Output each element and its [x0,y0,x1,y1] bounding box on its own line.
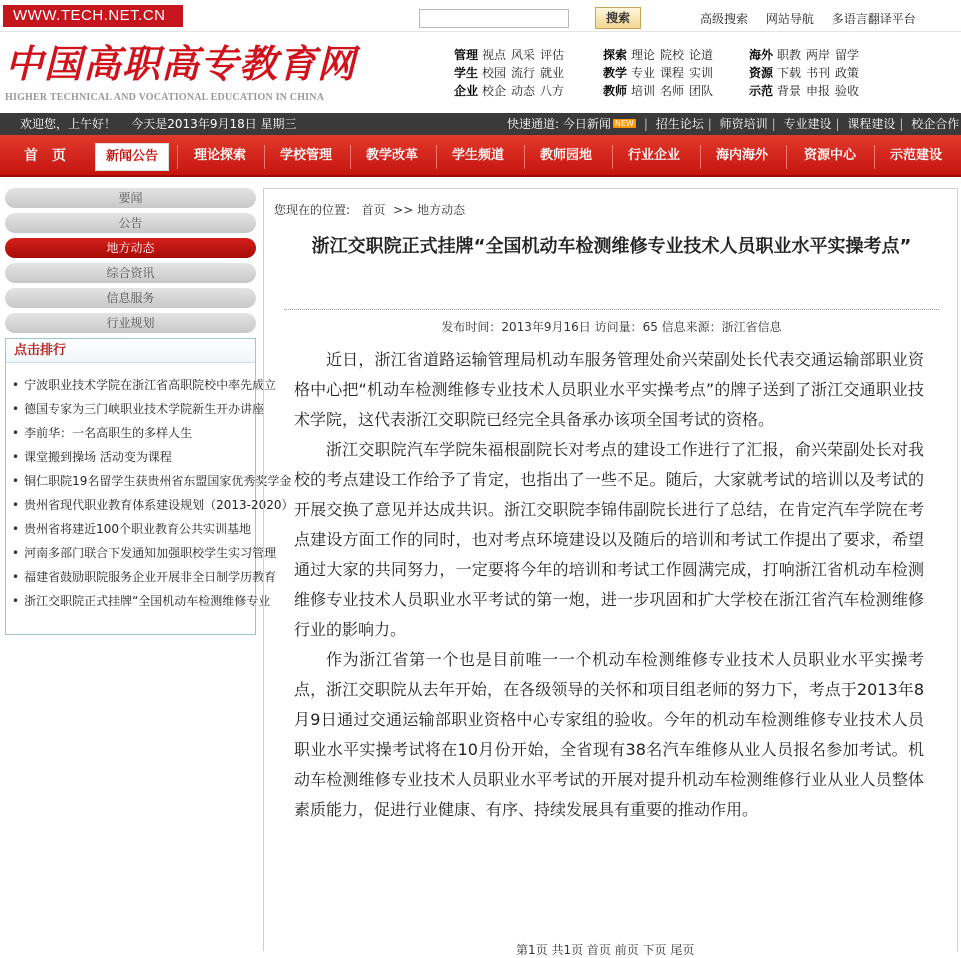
nav-home[interactable]: 首 页 [24,148,66,164]
quick-link-forum[interactable]: 招生论坛 [655,117,704,131]
category-link[interactable]: 课程 [660,66,685,80]
category-head[interactable]: 探索 [603,48,628,62]
advanced-search-link[interactable]: 高级搜索 [700,12,749,26]
category-group-3 [749,46,864,100]
site-nav-link[interactable]: 网站导航 [765,12,814,26]
category-row [749,82,864,100]
click-ranking-box [5,338,294,635]
category-link[interactable]: 实训 [689,66,714,80]
ranking-item[interactable]: • 课堂搬到操场 活动变为课程 [12,448,252,472]
title-divider [284,309,939,310]
category-head[interactable]: 学生 [454,66,479,80]
nav-teaching-reform[interactable]: 教学改革 [365,148,418,163]
category-row [603,46,718,64]
click-ranking-title: 点击排行 [6,339,255,363]
category-link[interactable]: 理论 [631,48,656,62]
site-logo[interactable] [5,38,356,103]
click-ranking-list [6,363,294,616]
article-paragraph: 作为浙江省第一个也是目前唯一一个机动车检测维修专业技术人员职业水平实操考点，浙江交职院从去年开始，在各级领导的关怀和项目组老师的努力下，考点于2013年8月9日通过交通运输部职业资格中心专家组的验收。今年的机动车检测维修专业技术人员职业水平实操考试将在10月份开始，全省现有38名汽车维修从业人员报名参加考试。机动车检测维修专业技术人员职业水平考试的开展对提升机动车检测维修行业从业人员整体素质能力，促进行业健康、有序、持续发展具有重要的推动作用。 [294,650,924,819]
nav-school-management[interactable]: 学校管理 [279,148,332,163]
article-panel [263,188,958,957]
category-link[interactable]: 视点 [482,48,507,62]
category-link[interactable]: 专业 [631,66,656,80]
quick-links: 快速通道: 今日新闻 NEW | 招生论坛 | 师资培训 | 专业建设 | 课程建设 | 校企合作 [507,117,960,131]
category-row [454,82,569,100]
nav-theory[interactable]: 理论探索 [193,148,246,163]
category-link[interactable]: 验收 [835,84,860,98]
nav-overseas[interactable]: 海内海外 [715,148,768,163]
category-link[interactable]: 培训 [631,84,656,98]
category-link[interactable]: 下载 [777,66,802,80]
breadcrumb [274,201,465,218]
category-link[interactable]: 动态 [511,84,536,98]
nav-news[interactable]: 新闻公告 [95,143,169,171]
article-paragraph: 近日，浙江省道路运输管理局机动车服务管理处俞兴荣副处长代表交通运输部职业资格中心把“机动车检测维修专业技术人员职业水平实操考点”的牌子送到了浙江交通职业技术学院，这代表浙江交职院已经完全具备承办该项全国考试的资格。 [294,350,924,429]
category-row [454,46,569,64]
category-link[interactable]: 申报 [806,84,831,98]
article-title: 浙江交职院正式挂牌“全国机动车检测维修专业技术人员职业水平实操考点” [311,236,912,257]
category-link[interactable]: 两岸 [806,48,831,62]
category-link[interactable]: 评估 [540,48,565,62]
current-date: 今天是2013年9月18日 星期三 [131,117,297,131]
quick-link-course[interactable]: 课程建设 [847,117,896,131]
site-url-badge[interactable]: WWW.TECH.NET.CN [3,5,183,27]
ranking-item[interactable]: • 河南多部门联合下发通知加强职校学生实习管理 [12,544,252,568]
ranking-item[interactable]: • 浙江交职院正式挂牌“全国机动车检测维修专业 [12,592,252,616]
greeting [20,113,297,135]
category-row [749,64,864,82]
category-head[interactable]: 教师 [603,84,628,98]
ranking-item[interactable]: • 贵州省将建近100个职业教育公共实训基地 [12,520,252,544]
category-link[interactable]: 论道 [689,48,714,62]
category-row [603,82,718,100]
category-link[interactable]: 校企 [482,84,507,98]
search-button[interactable]: 搜索 [595,7,641,29]
sidebar-item-industry-planning[interactable]: 行业规划 [5,313,256,333]
category-head[interactable]: 管理 [454,48,479,62]
category-link[interactable]: 背景 [777,84,802,98]
quick-link-news[interactable]: 今日新闻 [562,117,611,131]
new-badge: NEW [614,119,634,128]
breadcrumb-current[interactable]: >> 地方动态 [393,203,466,217]
category-link[interactable]: 流行 [511,66,536,80]
nav-students[interactable]: 学生频道 [451,148,504,163]
main-nav [0,135,961,177]
quick-link-enterprise[interactable]: 校企合作 [911,117,960,131]
category-link[interactable]: 职教 [777,48,802,62]
breadcrumb-home[interactable]: 首页 [361,203,386,217]
logo-chinese: 中国高职高专教育网 [5,41,357,86]
search-input[interactable] [419,9,569,28]
sidebar-item-announcements[interactable]: 公告 [5,213,256,233]
category-head[interactable]: 示范 [749,84,774,98]
article-paragraph: 浙江交职院汽车学院朱福根副院长对考点的建设工作进行了汇报，俞兴荣副处长对我校的考点建设工作给予了肯定，也指出了一些不足。随后，大家就考试的培训以及考试的开展交换了意见并达成共识。浙江交职院李锦伟副院长进行了总结，在肯定汽车学院在考点建设方面工作的同时，也对考点环境建设以及随后的培训和考试工作提出了要求，希望通过大家的共同努力，一定要将今年的培训和考试工作圆满完成，打响浙江省机动车检测维修专业技术人员职业水平考试的第一炮，进一步巩固和扩大学校在浙江省汽车检测维修行业的影响力。 [294,440,924,639]
ranking-item[interactable]: • 铜仁职院19名留学生获贵州省东盟国家优秀奖学金 [12,472,252,496]
quick-links-label: 快速通道: [507,117,560,131]
article-body [294,345,924,825]
nav-industry[interactable]: 行业企业 [627,148,680,163]
quick-link-major[interactable]: 专业建设 [783,117,832,131]
sidebar-item-info-service[interactable]: 信息服务 [5,288,256,308]
nav-teachers[interactable]: 教师园地 [539,148,592,163]
category-link[interactable]: 就业 [540,66,565,80]
ranking-item[interactable]: • 李前华：一名高职生的多样人生 [12,424,252,448]
category-link[interactable]: 风采 [511,48,536,62]
article-meta: 发布时间：2013年9月16日 访问量：65 信息来源：浙江省信息 [441,320,782,334]
nav-demonstration[interactable]: 示范建设 [889,148,942,163]
sidebar-item-local-news[interactable]: 地方动态 [5,238,256,258]
info-bar [0,113,961,135]
category-group-2 [603,46,718,100]
category-row [603,64,718,82]
category-row [454,64,569,82]
category-link[interactable]: 政策 [835,66,860,80]
ranking-item[interactable]: • 德国专家为三门峡职业技术学院新生开办讲座 [12,400,252,424]
top-links [700,10,930,27]
translate-link[interactable]: 多语言翻译平台 [831,12,916,26]
sidebar [5,188,294,635]
breadcrumb-label: 您现在的位置: [274,203,351,217]
category-link[interactable]: 书刊 [806,66,831,80]
greeting-text: 欢迎您，上午好！ [20,117,117,131]
category-head[interactable]: 资源 [749,66,774,80]
sidebar-item-headlines[interactable]: 要闻 [5,188,256,208]
ranking-item[interactable]: • 贵州省现代职业教育体系建设规划（2013-2020） [12,496,252,520]
category-head[interactable]: 海外 [749,48,774,62]
category-link[interactable]: 团队 [689,84,714,98]
quick-link-training[interactable]: 师资培训 [719,117,768,131]
category-link[interactable]: 留学 [835,48,860,62]
category-link[interactable]: 名师 [660,84,685,98]
ranking-item[interactable]: • 宁波职业技术学院在浙江省高职院校中率先成立 [12,376,252,400]
category-head[interactable]: 教学 [603,66,628,80]
ranking-item[interactable]: • 福建省鼓励职院服务企业开展非全日制学历教育 [12,568,252,592]
pagination[interactable]: 第1页 共1页 首页 前页 下页 尾页 [516,943,695,957]
sidebar-item-general-news[interactable]: 综合资讯 [5,263,256,283]
category-group-1 [454,46,569,100]
nav-resources[interactable]: 资源中心 [803,148,856,163]
category-row [749,46,864,64]
category-link[interactable]: 八方 [540,84,565,98]
category-link[interactable]: 校园 [482,66,507,80]
category-head[interactable]: 企业 [454,84,479,98]
logo-english: HIGHER TECHNICAL AND VOCATIONAL EDUCATION IN CHINA [5,92,325,103]
category-link[interactable]: 院校 [660,48,685,62]
top-utility-bar [0,0,961,32]
